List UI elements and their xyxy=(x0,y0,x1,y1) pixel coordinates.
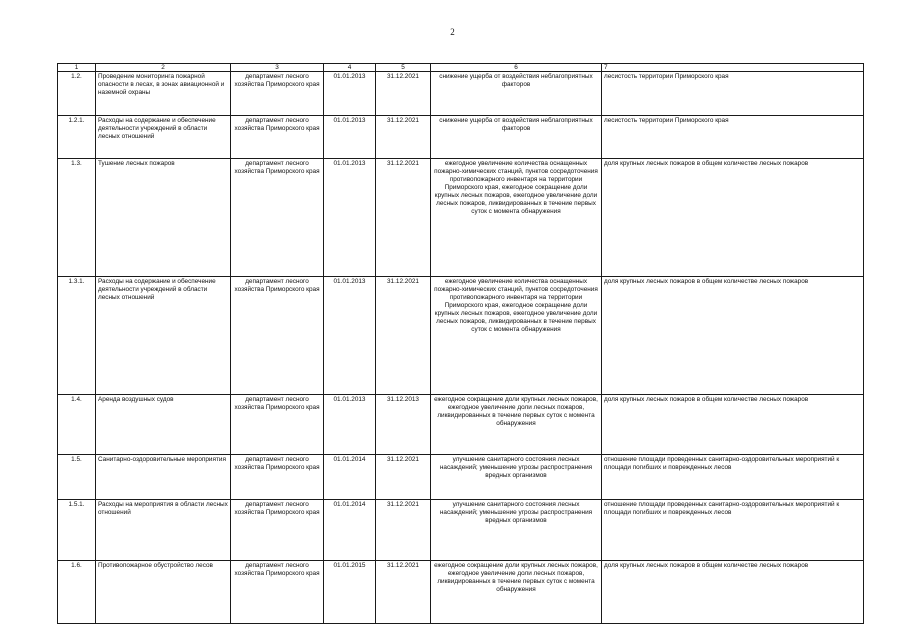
column-number: 7 xyxy=(602,64,864,72)
indicator: доля крупных лесных пожаров в общем количестве лесных пожаров xyxy=(602,277,864,395)
row-number: 1.4. xyxy=(58,395,96,455)
executor: департамент лесного хозяйства Приморского края xyxy=(231,72,324,116)
column-number: 3 xyxy=(231,64,324,72)
table-row xyxy=(58,72,864,116)
expected-result: улучшение санитарного состояния лесных насаждений; уменьшение угрозы распространения вредных организмов xyxy=(431,455,602,500)
end-date: 31.12.2021 xyxy=(376,561,431,624)
end-date: 31.12.2021 xyxy=(376,277,431,395)
table-row xyxy=(58,455,864,500)
start-date: 01.01.2014 xyxy=(324,455,376,500)
indicator: доля крупных лесных пожаров в общем количестве лесных пожаров xyxy=(602,395,864,455)
executor: департамент лесного хозяйства Приморского края xyxy=(231,395,324,455)
measure-name: Тушение лесных пожаров xyxy=(96,159,231,277)
table-row xyxy=(58,561,864,624)
indicator: отношение площади проведенных санитарно-оздоровительных мероприятий к площади погибших и поврежденных лесов xyxy=(602,500,864,561)
row-number: 1.3. xyxy=(58,159,96,277)
measure-name: Расходы на мероприятия в области лесных отношений xyxy=(96,500,231,561)
end-date: 31.12.2021 xyxy=(376,455,431,500)
expected-result: ежегодное увеличение количества оснащенных пожарно-химических станций, пунктов сосредоточения противопожарного инвентаря на территории Приморского края, ежегодное сокращение доли крупных лесных пожаров, ежегодное увеличение доли лесных пожаров, ликвидированных в течение первых суток с момента обнаружения xyxy=(431,277,602,395)
start-date: 01.01.2013 xyxy=(324,395,376,455)
column-number: 6 xyxy=(431,64,602,72)
measure-name: Аренда воздушных судов xyxy=(96,395,231,455)
executor: департамент лесного хозяйства Приморского края xyxy=(231,116,324,159)
table-row xyxy=(58,277,864,395)
expected-result: снижение ущерба от воздействия неблагоприятных факторов xyxy=(431,72,602,116)
table-row xyxy=(58,500,864,561)
measure-name: Расходы на содержание и обеспечение деятельности учреждений в области лесных отношений xyxy=(96,277,231,395)
start-date: 01.01.2013 xyxy=(324,72,376,116)
end-date: 31.12.2021 xyxy=(376,72,431,116)
row-number: 1.6. xyxy=(58,561,96,624)
end-date: 31.12.2021 xyxy=(376,116,431,159)
expected-result: ежегодное сокращение доли крупных лесных пожаров, ежегодное увеличение доли лесных пожаров, ликвидированных в течение первых суток с момента обнаружения xyxy=(431,561,602,624)
end-date: 31.12.2021 xyxy=(376,500,431,561)
executor: департамент лесного хозяйства Приморского края xyxy=(231,159,324,277)
indicator: лесистость территории Приморского края xyxy=(602,116,864,159)
row-number: 1.5.1. xyxy=(58,500,96,561)
start-date: 01.01.2013 xyxy=(324,277,376,395)
measure-name: Санитарно-оздоровительные мероприятия xyxy=(96,455,231,500)
start-date: 01.01.2014 xyxy=(324,500,376,561)
executor: департамент лесного хозяйства Приморского края xyxy=(231,277,324,395)
row-number: 1.3.1. xyxy=(58,277,96,395)
indicator: доля крупных лесных пожаров в общем количестве лесных пожаров xyxy=(602,159,864,277)
expected-result: ежегодное сокращение доли крупных лесных пожаров, ежегодное увеличение доли лесных пожаров, ликвидированных в течение первых суток с момента обнаружения xyxy=(431,395,602,455)
table-row xyxy=(58,116,864,159)
expected-result: улучшение санитарного состояния лесных насаждений; уменьшение угрозы распространения вредных организмов xyxy=(431,500,602,561)
measure-name: Противопожарное обустройство лесов xyxy=(96,561,231,624)
start-date: 01.01.2015 xyxy=(324,561,376,624)
start-date: 01.01.2013 xyxy=(324,159,376,277)
column-number: 4 xyxy=(324,64,376,72)
column-number: 2 xyxy=(96,64,231,72)
expected-result: снижение ущерба от воздействия неблагоприятных факторов xyxy=(431,116,602,159)
end-date: 31.12.2021 xyxy=(376,159,431,277)
table-row xyxy=(58,395,864,455)
measures-table xyxy=(57,63,864,624)
row-number: 1.5. xyxy=(58,455,96,500)
expected-result: ежегодное увеличение количества оснащенных пожарно-химических станций, пунктов сосредоточения противопожарного инвентаря на территории Приморского края, ежегодное сокращение доли крупных лесных пожаров, ежегодное увеличение доли лесных пожаров, ликвидированных в течение первых суток с момента обнаружения xyxy=(431,159,602,277)
column-number-row xyxy=(58,64,864,72)
table-row xyxy=(58,159,864,277)
measure-name: Проведение мониторинга пожарной опасности в лесах, в зонах авиационной и наземной охраны xyxy=(96,72,231,116)
column-number: 5 xyxy=(376,64,431,72)
executor: департамент лесного хозяйства Приморского края xyxy=(231,561,324,624)
indicator: доля крупных лесных пожаров в общем количестве лесных пожаров xyxy=(602,561,864,624)
row-number: 1.2. xyxy=(58,72,96,116)
start-date: 01.01.2013 xyxy=(324,116,376,159)
measure-name: Расходы на содержание и обеспечение деятельности учреждений в области лесных отношений xyxy=(96,116,231,159)
executor: департамент лесного хозяйства Приморского края xyxy=(231,500,324,561)
row-number: 1.2.1. xyxy=(58,116,96,159)
executor: департамент лесного хозяйства Приморского края xyxy=(231,455,324,500)
indicator: лесистость территории Приморского края xyxy=(602,72,864,116)
page-number: 2 xyxy=(450,27,455,37)
indicator: отношение площади проведенных санитарно-оздоровительных мероприятий к площади погибших и поврежденных лесов xyxy=(602,455,864,500)
end-date: 31.12.2013 xyxy=(376,395,431,455)
column-number: 1 xyxy=(58,64,96,72)
